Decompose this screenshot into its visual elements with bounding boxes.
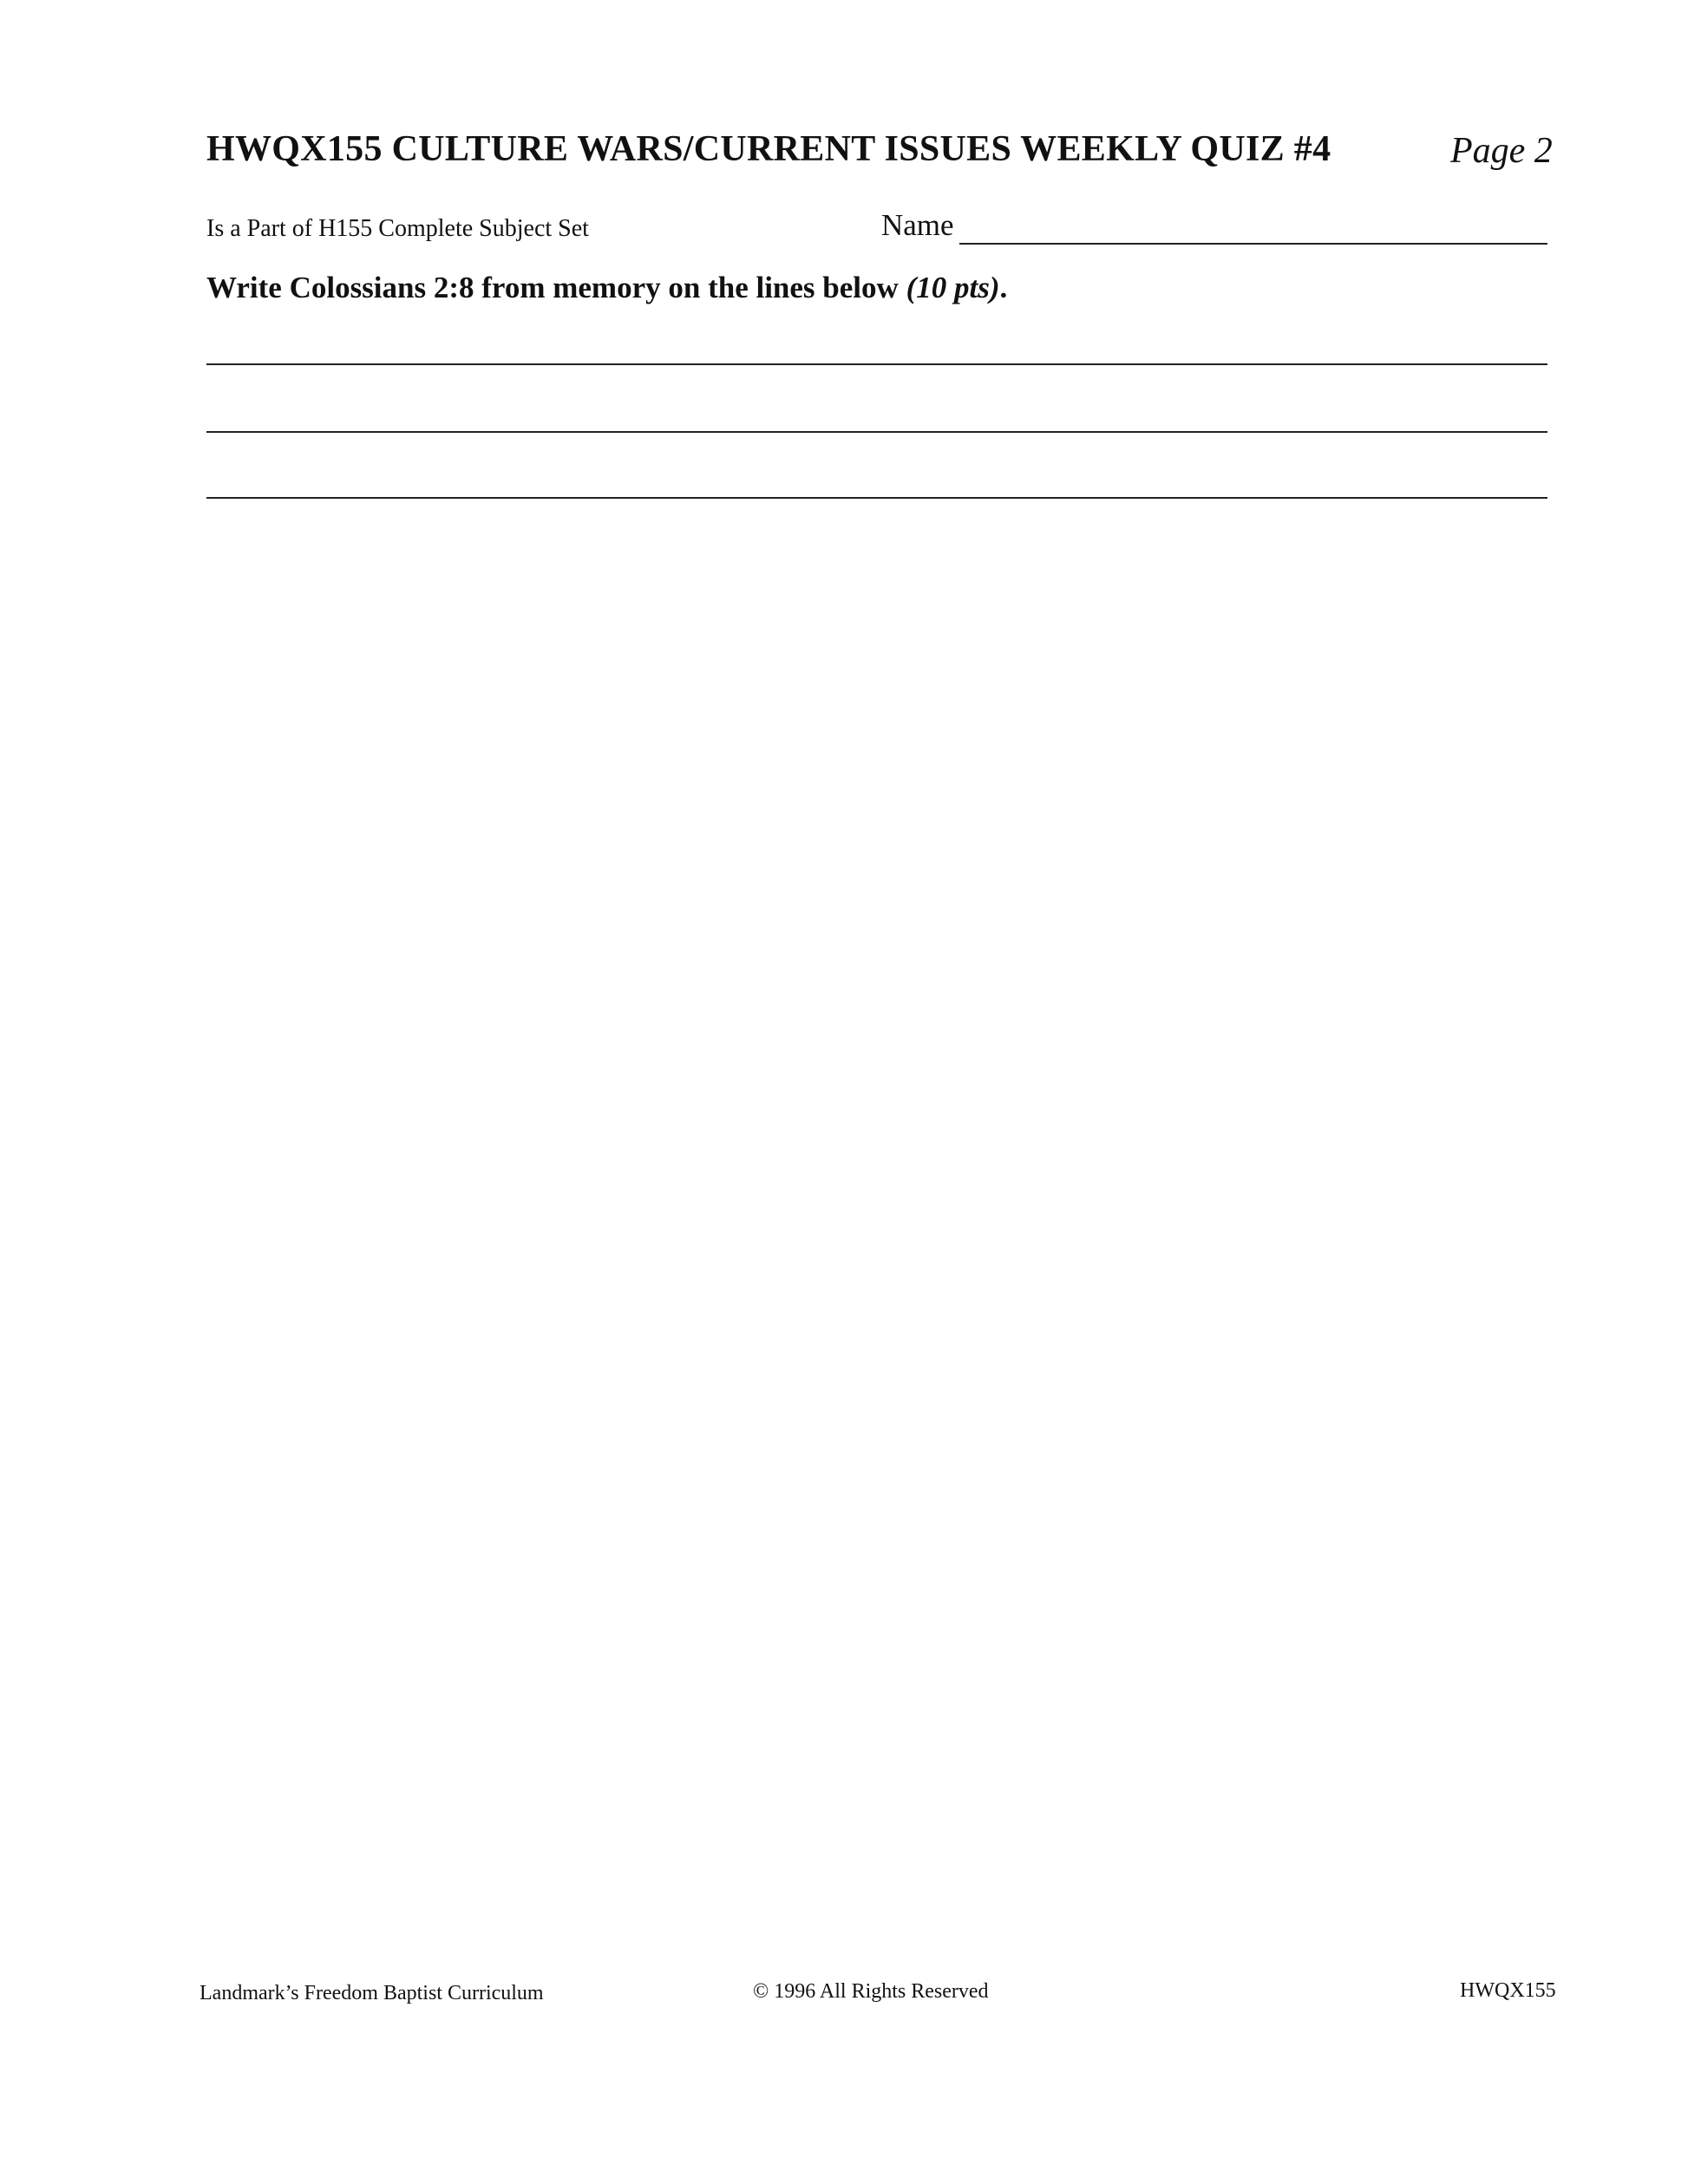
instruction-period: .	[999, 271, 1008, 304]
page-number: Page 2	[1450, 131, 1553, 171]
points-value: (10 pts)	[906, 271, 1000, 304]
answer-line-2[interactable]	[206, 431, 1547, 433]
name-label: Name	[881, 208, 954, 242]
answer-line-1[interactable]	[206, 363, 1547, 365]
instruction-text: Write Colossians 2:8 from memory on the lines below	[206, 271, 899, 304]
subject-set-note: Is a Part of H155 Complete Subject Set	[206, 215, 589, 242]
footer-publisher: Landmark’s Freedom Baptist Curriculum	[200, 1982, 544, 2004]
name-field-line[interactable]	[959, 243, 1547, 245]
answer-line-3[interactable]	[206, 497, 1547, 499]
footer-copyright: © 1996 All Rights Reserved	[753, 1980, 989, 2003]
question-instruction	[206, 271, 1007, 305]
footer-code: HWQX155	[1460, 1979, 1556, 2002]
quiz-title: HWQX155 CULTURE WARS/CURRENT ISSUES WEEKLY QUIZ #4	[206, 129, 1331, 169]
